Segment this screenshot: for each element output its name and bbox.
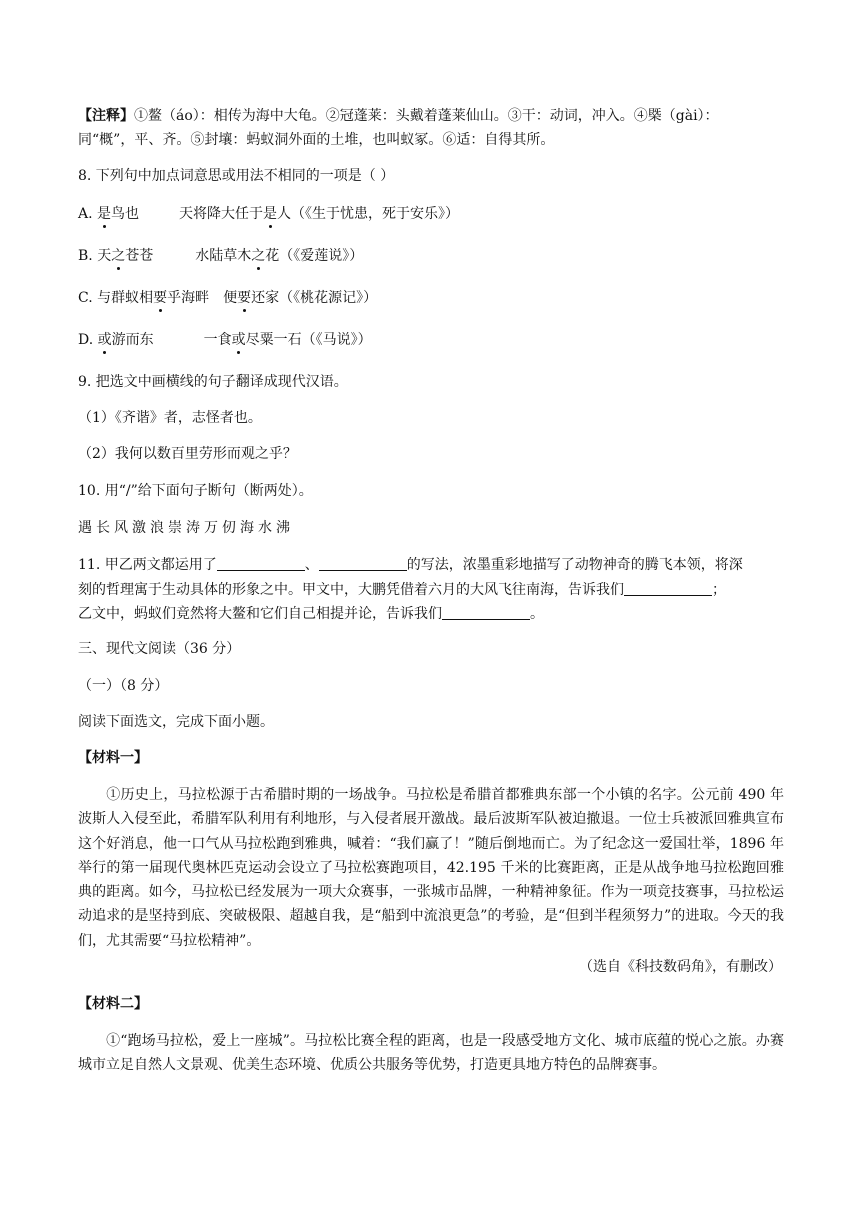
material-1-source: （选自《科技数码角》，有删改） [579,959,782,975]
question-8-option-c [78,288,783,308]
question-10-stem: 10. 用“/”给下面句子断句（断两处）。 [78,483,313,499]
answer-blank-2[interactable] [319,556,407,571]
question-8-option-a [78,204,783,224]
question-11-line-3 [78,604,783,624]
option-a-text-3: 人（《生于忧患，死于安乐》） [277,206,460,222]
answer-blank-3[interactable] [624,581,712,596]
question-8-option-d [78,330,783,350]
answer-blank-1[interactable] [217,556,305,571]
material-1-paragraph [78,783,784,953]
option-b-text-2: 水陆草木 [195,248,252,264]
option-d-dotted-word-1: 或 [97,332,112,348]
question-11-line-2 [78,580,783,600]
question-9-stem: 9. 把选文中画横线的句子翻译成现代汉语。 [78,374,348,390]
question-11-text-5: ； [712,582,726,598]
option-b-prefix: B. 天 [78,248,112,264]
question-11-line-1 [78,555,783,575]
question-11-text-7: 。 [530,606,544,622]
question-11-text-3: 的写法，浓墨重彩地描写了动物神奇的腾飞本领，将深 [406,557,743,573]
option-b-dotted-word-2: 之 [251,248,266,264]
option-c-text-3: 还家（《桃花源记》） [251,290,378,306]
option-a-text-2: 天将降大任于 [179,206,264,222]
question-9-sentence-1: （1）《齐谐》者，志怪者也。 [78,410,262,426]
material-2-body: ①“跑场马拉松，爱上一座城”。马拉松比赛全程的距离，也是一段感受地方文化、城市底蕴的悦心之旅。办赛城市立足自然人文景观、优美生态环境、优质公共服务等优势，打造更具地方特色的品牌赛事。 [78,1033,784,1074]
option-d-text-1: 游而东 [111,332,154,348]
option-a-text-1: 鸟也 [111,206,140,222]
option-b-text-3: 花（《爱莲说》） [265,248,364,264]
option-a-dotted-word-1: 是 [97,206,112,222]
section-3-title: 三、现代文阅读（36 分） [78,641,241,657]
question-9-sentence-2: （2）我何以数百里劳形而观之乎？ [78,446,297,462]
section-3-part-1: （一）（8 分） [78,678,169,694]
question-11-text-4: 刻的哲理寓于生动具体的形象之中。甲文中，大鹏凭借着六月的大风飞往南海，告诉我们 [78,582,624,598]
question-11-text-2: 、 [304,557,319,573]
option-d-prefix: D. [78,332,98,348]
option-b-dotted-word-1: 之 [111,248,126,264]
question-8-stem: 8. 下列句中加点词意思或用法不相同的一项是（ ） [78,168,395,184]
option-c-prefix: C. 与群蚁相 [78,290,154,306]
option-d-text-2: 一食 [203,332,232,348]
material-2-paragraph [78,1029,784,1078]
material-1-heading: 【材料一】 [78,750,148,766]
option-c-dotted-word-1: 要 [153,290,168,306]
section-3-instruction: 阅读下面选文，完成下面小题。 [78,714,274,730]
question-8-option-b [78,246,783,266]
material-1-body: ①历史上，马拉松源于古希腊时期的一场战争。马拉松是希腊首都雅典东部一个小镇的名字。公元前 490 年波斯人入侵至此，希腊军队利用有利地形，与入侵者展开激战。最后波斯军队被迫撤退。一位士兵被派回雅典宣布这个好消息，他一口气从马拉松跑到雅典，喊着：“我们赢了！”随后倒地而亡。为了纪念这一爱国壮举，1896 年举行的第一届现代奥林匹克运动会设立了马拉松赛跑项目，42.195 千米的比赛距离，正是从战争地马拉松跑回雅典的距离。如今，马拉松已经发展为一项大众赛事，一张城市品牌，一种精神象征。作为一项竞技赛事，马拉松运动追求的是坚持到底、突破极限、超越自我，是“船到中流浪更急”的考验，是“但到半程须努力”的进取。今天的我们，尤其需要“马拉松精神”。 [78,787,784,949]
option-c-text-2: 便 [223,290,238,306]
option-c-dotted-word-2: 要 [237,290,252,306]
option-b-text-1: 苍苍 [125,248,154,264]
option-d-dotted-word-2: 或 [231,332,246,348]
option-a-prefix: A. [78,206,98,222]
question-11-text-1: 11. 甲乙两文都运用了 [78,557,217,573]
notes-line-1 [78,106,783,126]
question-11-text-6: 乙文中，蚂蚁们竟然将大鳌和它们自己相提并论，告诉我们 [78,606,442,622]
option-c-text-1: 乎海畔 [167,290,210,306]
notes-line-2: 同“概”，平、齐。⑤封壤：蚂蚁洞外面的土堆，也叫蚁冢。⑥适：自得其所。 [78,132,555,148]
notes-text-1: ①鳌（áo）：相传为海中大龟。②冠蓬莱：头戴着蓬莱仙山。③干：动词，冲入。④槩（gài）： [134,108,719,124]
option-a-dotted-word-2: 是 [263,206,278,222]
notes-heading: 【注释】 [78,108,134,124]
option-d-text-3: 尽粟一石（《马说》） [245,332,372,348]
question-10-sentence: 遇长风激浪崇涛万仞海水沸 [78,520,294,536]
material-2-heading: 【材料二】 [78,996,148,1012]
answer-blank-4[interactable] [442,605,530,620]
